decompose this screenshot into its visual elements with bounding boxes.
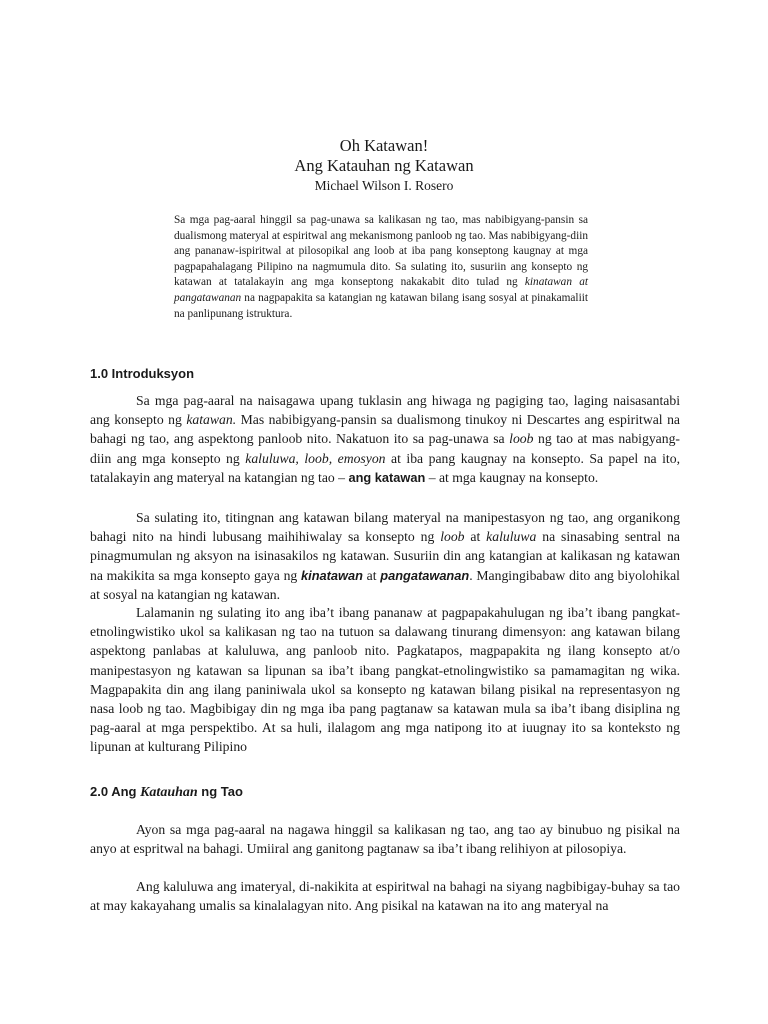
text-run: at iba pang kaugnay na konsepto. Sa papel na ito, tatalakayin ang materyal na katangian ng tao – bbox=[90, 450, 680, 485]
heading-text: ng Tao bbox=[197, 784, 243, 799]
italic-run: katawan. bbox=[186, 412, 237, 428]
text-run: Sa mga pag-aaral na naisagawa upang tuklasin ang hiwaga ng pagiging tao, laging naisasantabi ang konsepto ng bbox=[90, 393, 680, 428]
abstract-text-end: na nagpapakita sa katangian ng katawan bilang isang sosyal at pinakamaliit na panlipunang istruktura. bbox=[174, 291, 588, 320]
heading-italic: Katauhan bbox=[140, 785, 198, 800]
author-name: Michael Wilson I. Rosero bbox=[314, 178, 454, 193]
section-2-paragraph-1: Ayon sa mga pag-aaral na nagawa hinggil sa kalikasan ng tao, ang tao ay binubuo ng pisikal na anyo at espritwal na bahagi. Umiiral ang ganitong pagtanaw sa iba’t ibang relihiyon at pilosopiya. bbox=[90, 822, 680, 857]
text-run: na sinasabing sentral na pinagmumulan ng aksyon na isinasakilos ng katawan. Susuriin din ang katangian at kalikasan ng katawan na makikita sa mga konsepto gaya ng bbox=[90, 529, 680, 583]
bold-run: ang katawan bbox=[348, 469, 426, 485]
italic-run: loob bbox=[509, 431, 534, 447]
bold-italic-run: pangatawanan bbox=[380, 567, 470, 583]
bold-italic-run: kinatawan bbox=[301, 567, 363, 583]
heading-text: 2.0 Ang bbox=[90, 784, 141, 799]
section-1-paragraph-3: Lalamanin ng sulating ito ang iba’t ibang pananaw at pagpapakahulugan ng iba’t ibang pangkat-etnolingwistiko ukol sa kalikasan ng tao na tutuon sa dalawang tinurang dimensyon: ang katawan bilang aspektong panlabas at kaluluwa, ang panloob nito. Pagkatapos, magpapakita ng ilang konsepto at/o manipestasyon ng katawan sa lipunan sa iba’t ibang pangkat-etnolingwistiko sa pamamagitan ng wika. Magpapakita din ang ilang paniniwala ukol sa konsepto ng katawan bilang pisikal na representasyon ng nasa loob ng tao. Magbibigay din ng mga iba pang pagtanaw sa katawan mula sa iba’t ibang disiplina ng pag-aaral at mga perspektibo. At sa huli, ilalagom ang mga natipong ito at iuugnay ito sa konteksto ng lipunan at kulturang Pilipino bbox=[90, 605, 680, 755]
italic-run: kaluluwa bbox=[486, 529, 537, 545]
text-run: Mas nabibigyang-pansin sa dualismong tinukoy ni Descartes ang espiritwal na bahagi ng tao, ang aspektong panloob nito. Nakatuon ito sa pag-unawa sa bbox=[90, 412, 681, 447]
page-title bbox=[0, 136, 768, 176]
italic-run: kaluluwa, loob, emosyon bbox=[245, 450, 386, 466]
abstract bbox=[174, 213, 588, 322]
section-2-paragraph-2: Ang kaluluwa ang imateryal, di-nakikita at espiritwal na bahagi na siyang nagbibigay-buhay sa tao at may kakayahang umalis sa kinalalagyan nito. Ang pisikal na katawan na ito ang materyal na bbox=[90, 879, 680, 914]
text-run: at bbox=[464, 529, 487, 545]
text-run: – at mga kaugnay na konsepto. bbox=[425, 469, 599, 485]
title-block bbox=[0, 136, 768, 195]
italic-run: loob bbox=[440, 529, 465, 545]
section-1-paragraph-2 bbox=[90, 508, 680, 604]
text-run: ng tao at mas nabigyang-diin ang mga konsepto ng bbox=[90, 431, 680, 466]
section-1-heading: 1.0 Introduksyon bbox=[90, 366, 195, 381]
abstract-italic: kinatawan at pangatawanan bbox=[174, 276, 588, 304]
abstract-text: Sa mga pag-aaral hinggil sa pag-unawa sa kalikasan ng tao, mas nabibigyang-pansin sa dualismong materyal at espiritwal ang mekanismong panloob ng tao. Mas nabibigyang-diin ang pananaw-ispiritwal at pilosopikal ang loob at iba pang konseptong kaugnay at mga pagpapahalagang Pilipino na nagmumula dito. Sa sulating ito, susuriin ang konsepto ng katawan at tatalakayin ang mga konseptong nakakabit dito tulad ng bbox=[174, 214, 588, 289]
section-1-paragraph-1 bbox=[90, 391, 680, 487]
text-run: . Mangingibabaw dito ang biyolohikal at sosyal na katangian ng katawan. bbox=[90, 567, 680, 602]
text-run: Sa sulating ito, titingnan ang katawan bilang materyal na manipestasyon ng tao, ang organikong bahagi nito na hindi lubusang maihihiwalay sa konsepto ng bbox=[90, 510, 680, 545]
title-line-1: Oh Katawan! bbox=[339, 136, 429, 155]
text-run: at bbox=[362, 567, 381, 583]
section-2-heading bbox=[90, 784, 243, 801]
title-line-2: Ang Katauhan ng Katawan bbox=[294, 156, 474, 175]
